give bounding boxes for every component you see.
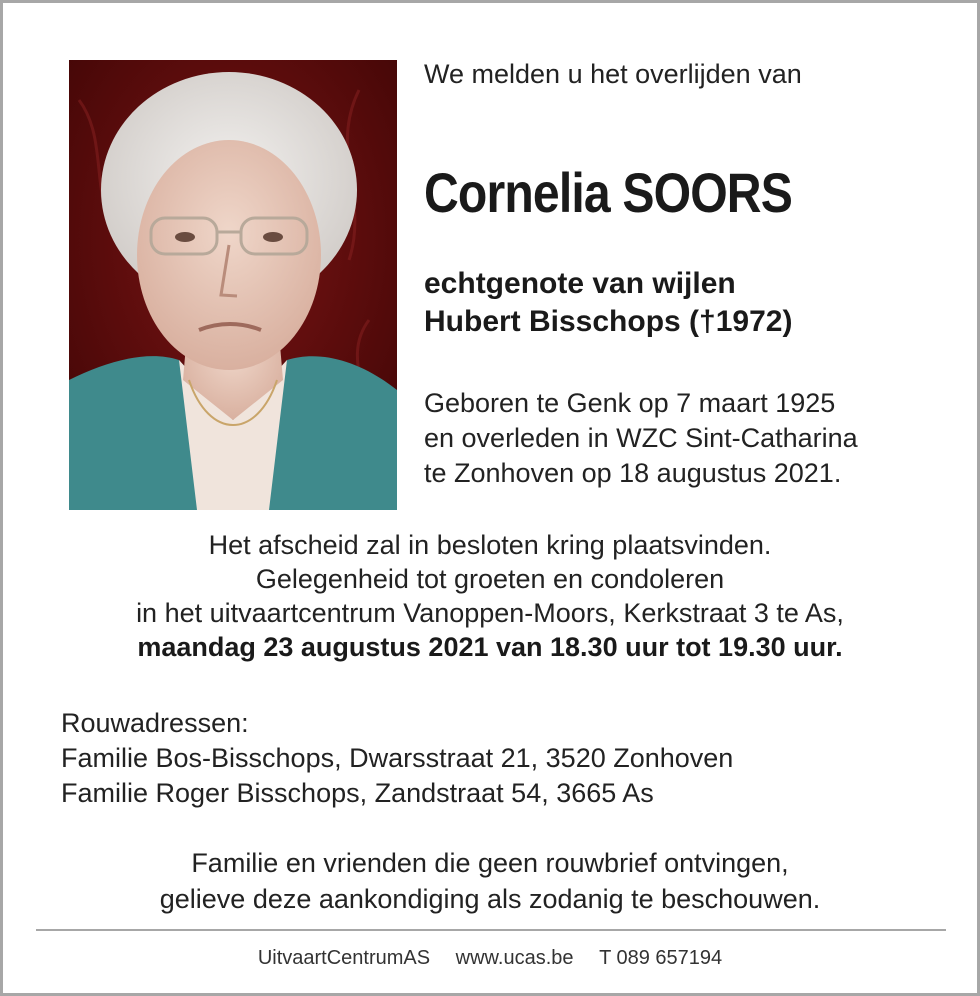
ceremony-time: maandag 23 augustus 2021 van 18.30 uur tot 19.30 uur. <box>137 632 843 662</box>
ceremony-line: in het uitvaartcentrum Vanoppen-Moors, Kerkstraat 3 te As, <box>136 598 844 628</box>
condolence-addresses <box>61 706 733 811</box>
ceremony-info <box>3 528 977 664</box>
spouse-line: echtgenote van wijlen <box>424 267 736 300</box>
note-line: gelieve deze aankondiging als zodanig te beschouwen. <box>159 884 821 914</box>
footer <box>3 945 977 971</box>
portrait-illustration <box>69 60 397 510</box>
closing-note <box>3 845 977 917</box>
spouse-line: Hubert Bisschops (†1972) <box>424 305 793 338</box>
intro-text: We melden u het overlijden van <box>424 59 802 89</box>
ceremony-line: Het afscheid zal in besloten kring plaatsvinden. <box>208 530 772 560</box>
footer-website[interactable]: www.ucas.be <box>455 947 574 969</box>
portrait-photo <box>69 60 397 510</box>
note-line: Familie en vrienden die geen rouwbrief ontvingen, <box>191 848 789 878</box>
footer-company: UitvaartCentrumAS <box>257 947 431 969</box>
deceased-name: Cornelia SOORS <box>424 161 792 224</box>
birth-death-info <box>424 386 858 491</box>
address-line: Familie Bos-Bisschops, Dwarsstraat 21, 3520 Zonhoven <box>61 743 734 773</box>
birth-line: en overleden in WZC Sint-Catharina <box>424 423 858 453</box>
birth-line: te Zonhoven op 18 augustus 2021. <box>424 458 842 488</box>
address-line: Familie Roger Bisschops, Zandstraat 54, 3665 As <box>61 778 654 808</box>
ceremony-line: Gelegenheid tot groeten en condoleren <box>255 564 725 594</box>
birth-line: Geboren te Genk op 7 maart 1925 <box>424 388 836 418</box>
addresses-heading: Rouwadressen: <box>61 708 249 738</box>
spouse-info <box>424 265 792 341</box>
footer-phone: T 089 657194 <box>599 947 723 969</box>
footer-divider <box>36 929 946 931</box>
